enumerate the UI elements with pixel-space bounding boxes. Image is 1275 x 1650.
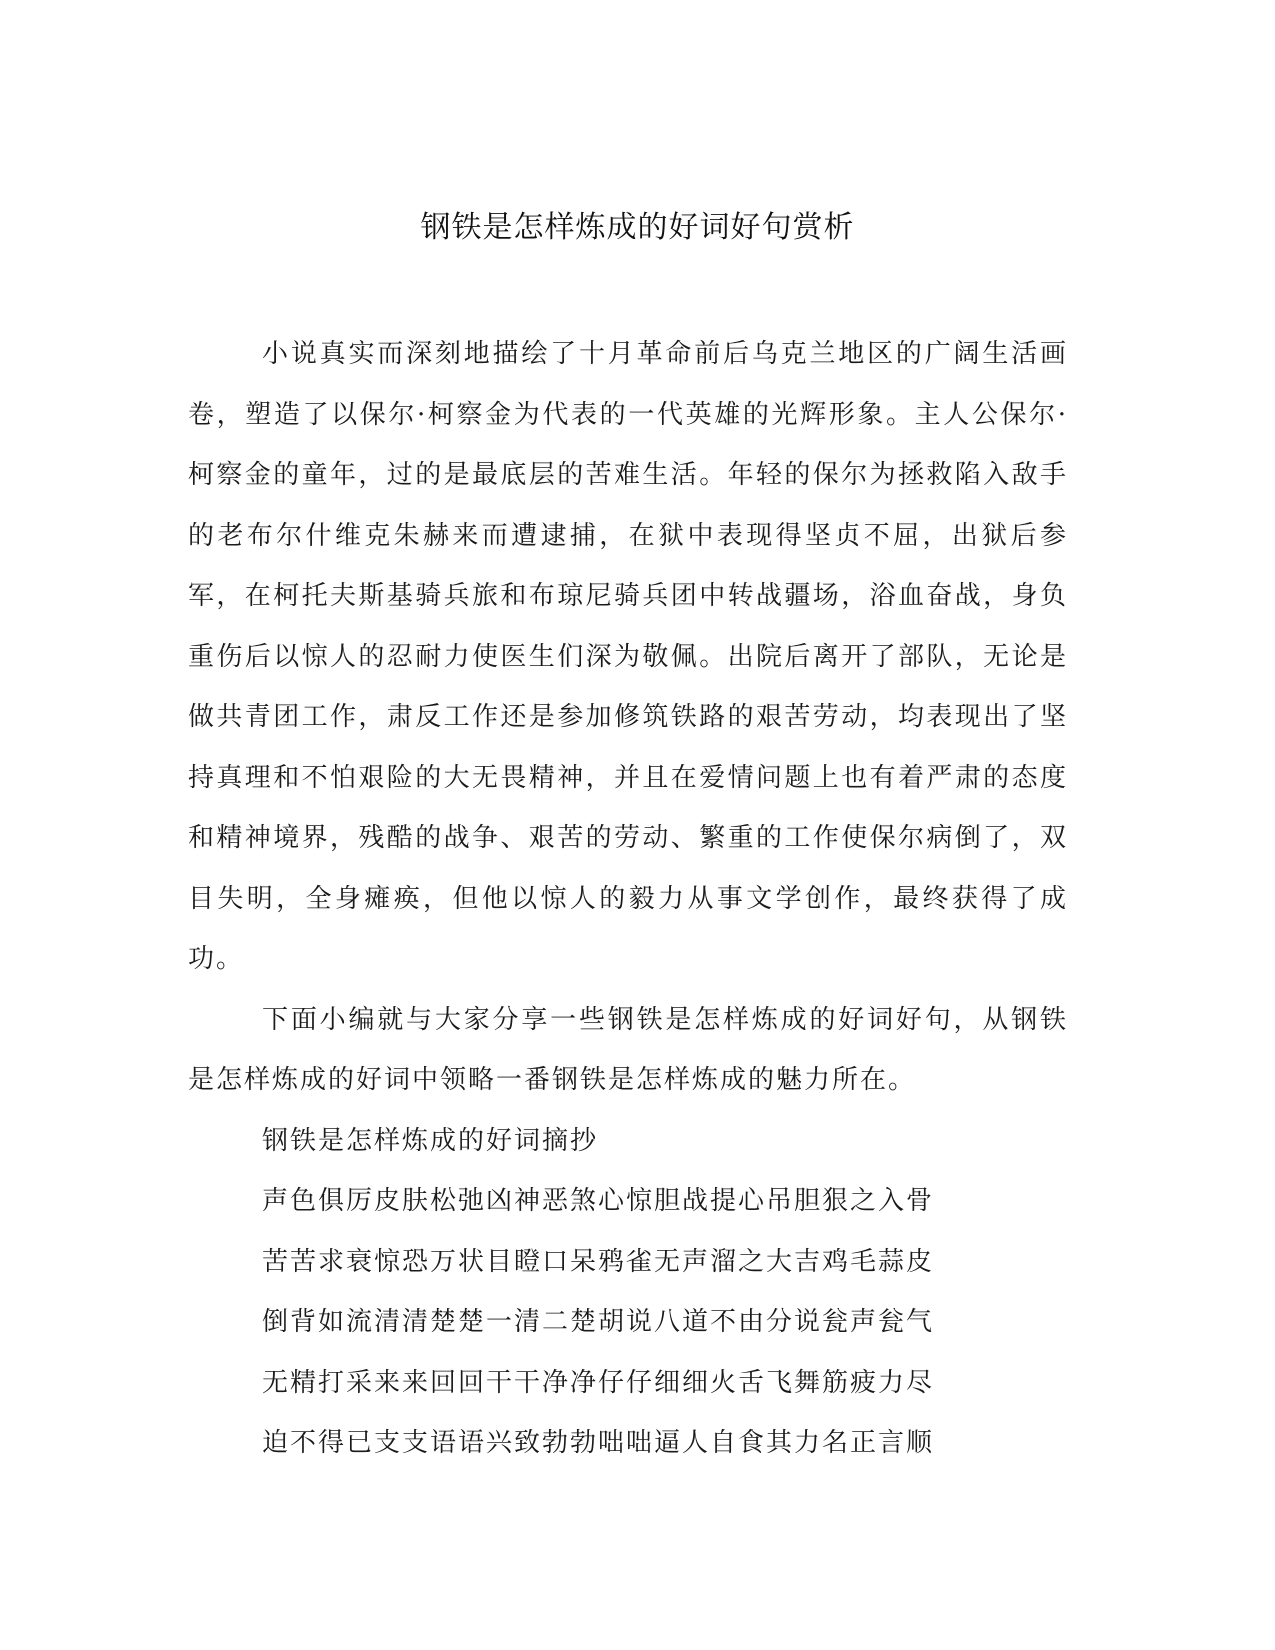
section-heading: 钢铁是怎样炼成的好词摘抄 xyxy=(262,1125,599,1156)
document-title: 钢铁是怎样炼成的好词好句赏析 xyxy=(420,210,855,245)
word-line: 声色俱厉皮肤松弛凶神恶煞心惊胆战提心吊胆狠之入骨 xyxy=(262,1186,935,1216)
word-line: 苦苦求衰惊恐万状目瞪口呆鸦雀无声溜之大吉鸡毛蒜皮 xyxy=(262,1246,935,1277)
intro-paragraph: 小说真实而深刻地描绘了十月革命前后乌克兰地区的广阔生活画卷，塑造了以保尔·柯察金为代表的一代英雄的光辉形象。主人公保尔·柯察金的童年，过的是最底层的苦难生活。年轻的保尔为拯救陷入敌手的老布尔什维克朱赫来而遭逮捕，在狱中表现得坚贞不屈，出狱后参军，在柯托夫斯基骑兵旅和布琼尼骑兵团中转战疆场，浴血奋战，身负重伤后以惊人的忍耐力使医生们深为敬佩。出院后离开了部队，无论是做共青团工作，肃反工作还是参加修筑铁路的艰苦劳动，均表现出了坚持真理和不怕艰险的大无畏精神，并且在爱情问题上也有着严肃的态度和精神境界，残酷的战争、艰苦的劳动、繁重的工作使保尔病倒了，双目失明，全身瘫痪，但他以惊人的毅力从事文学创作，最终获得了成功。 xyxy=(188,339,1068,974)
word-line: 迫不得已支支语语兴致勃勃咄咄逼人自食其力名正言顺 xyxy=(262,1428,935,1458)
share-paragraph: 下面小编就与大家分享一些钢铁是怎样炼成的好词好句，从钢铁是怎样炼成的好词中领略一番钢铁是怎样炼成的魅力所在。 xyxy=(188,1004,1068,1095)
word-line: 倒背如流清清楚楚一清二楚胡说八道不由分说瓮声瓮气 xyxy=(262,1307,935,1337)
word-line: 无精打采来来回回干干净净仔仔细细火舌飞舞筋疲力尽 xyxy=(262,1367,935,1398)
document-body xyxy=(188,324,1068,1474)
